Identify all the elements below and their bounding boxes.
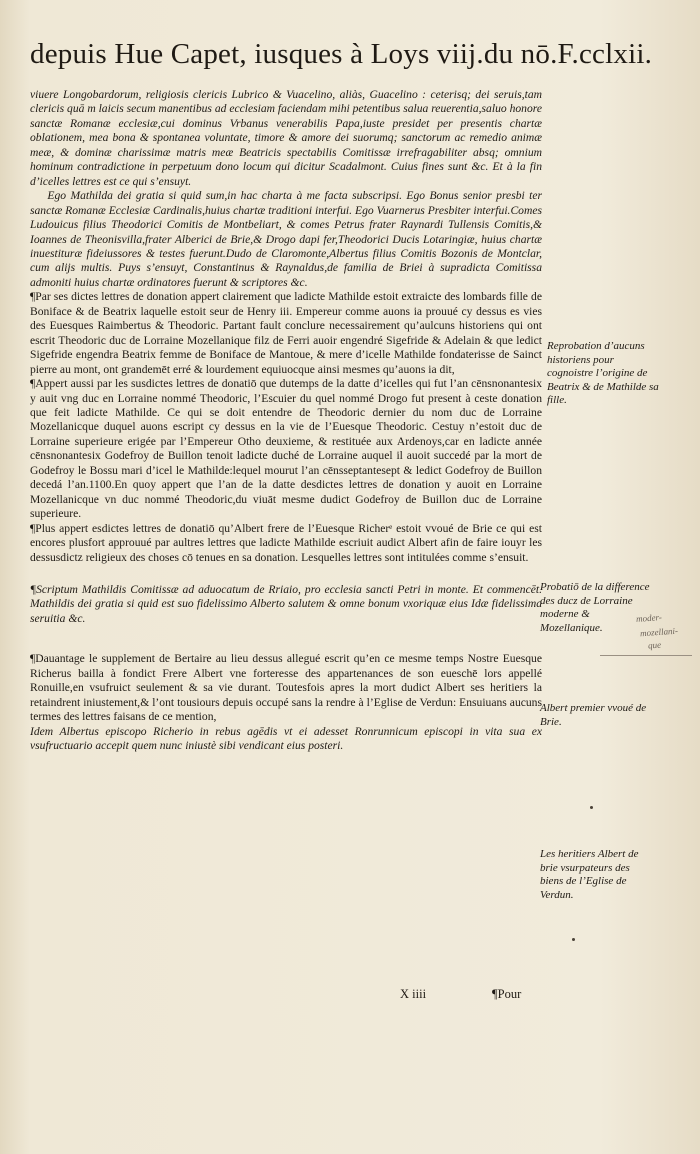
paragraph-dauantage: ¶Dauantage le supplement de Bertaire au lieu dessus allegué escrit qu’en ce mesme temps Nostre Euesque Richerus bailla à fondict Frere Albert vne forteresse des appartenances de son eueschē lors appellé Ronuille,en vsufruict seulement & sa vie durant. Toutesfois apres la mort dudict Albert ses heritiers la retaindrent iniustement,& l’ont tousiours depuis occupé sans la rendre à l’Eglise de Verdun: Ensuiuans aucuns termes des lettres faisans de ce mention, [30,652,542,724]
paragraph-reprobation: ¶Par ses dictes lettres de donation appert clairement que ladicte Mathilde estoit extraicte des lombards fille de Boniface & de Beatrix laquelle estoit seur de Henry iii. Empereur comme auons ia prouué cy dessus es vies des Euesques Raimbertus & Theodoric. Partant fault conclure necessairement qu’aulcuns historiens qui ont escrit Theodoric duc de Lorraine Mozellanique filz de Ferri auoir engendré Sigefride & Adelain & que ledict Sigefride engendra Beatrix femme de Boniface de Mantoue, & mere d’icelle Mathilde fondaterisse de Sainct pierre au mont, ont grandemēt erré & lourdement equiuocque ainsi mesmes qu’auons ia dit, [30,290,542,376]
running-title: depuis Hue Capet, iusques à Loys viij.du nō.F.cclxii. [30,38,653,70]
latin-charter-excerpt: viuere Longobardorum, religiosis clericis Lubrico & Vuacelino, aliàs, Guacelino : ceterisq; dei seruis,tam clericis quā m laicis secum manentibus ad ecclesiam faciendam mihi petentibus salua reuerentia,saluo honore sanctæ Romanæ ecclesiæ,cui dominus Vrbanus venerabilis Papa,iuste presidet per presentis chartæ oblationem, mea bona & spontanea voluntate, timore & amore dei suorumq; sanctorum ac remedio animæ meæ, & dominæ charissimæ matris meæ Beatricis spectabilis Comitissæ irrefragabiliter absq; omnium hominum contradictione in perpetuum dono locum qui dicitur Scadalmont. Cuius fines sunt &c. Et à la fin d’icelles lettres est ce qui s’ensuyt. [30,88,542,188]
margin-note-heritiers: Les heritiers Albert de brie vsurpateurs des biens de l’Eglise de Verdun. [540,848,639,901]
main-text-column [30,88,542,753]
signature-mark: X iiii [400,987,427,1001]
spacer [30,626,542,652]
paragraph-appert: ¶Appert aussi par les susdictes lettres de donatiō que dutemps de la datte d’icelles qui fut l’an cēnsnonantesix y auit vng duc en Lorraine nommé Theodoric, l’Escuier du quel nommé Drogo fut present à ceste donation que feit ladicte Mathilde. Ce qui se doit entendre de Theodoric dernier du nom duc de Lorraine Mozellanicque duquel auons escript cy dessus en la vie de l’Euesque Theodoric. Cestuy n’estoit duc de Lorraine superieure erigée par l’Empereur Otho deuxieme, & restituée aux Ardenoys,car en ladicte année cēnsnonantesix Godefroy de Buillon tenoit ladicte duché de Lorraine auquel il auoit succedé par la mort de Godefroy le Bossu mari d’icel le Mathilde:lequel mourut l’an cēnsseptantesept & ledict Godefroy de Buillon decedá l’an.1100.En quoy appert que l’an de la datte desdictes lettres de donation y auoit en Lorraine Mozellanicque vn duc nommé Theodoric,du viuāt mesme dudict Godefroy de Buillon duc de Lorraine superieure. [30,377,542,521]
ink-speck [572,938,575,941]
handwritten-note: mozellani- [639,625,679,639]
latin-witness-list: Ego Mathilda dei gratia si quid sum,in hac charta à me facta subscripsi. Ego Bonus senior presbi ter sanctæ Romanæ Ecclesiæ Cardinalis,huius chartæ traditioni interfui. Ego Vuarnerus Presbiter interfui.Comes Ludouicus filius Theodorici Comitis de Montbeliart, & comes Petrus frater Raynardi Tullensis Comitis,& Ioannes de Theonisvilla,frater Alberici de Brie,& Drogo dapi fer,Theodorici Ducis Lotaringiæ, huius chartæ inuestituræ fideiussores & testes fuerunt.Dudo de Claromonte,Albertus filius Comitis Bozonis de Montclar, cum alijs multis. Puys s’ensuyt, Constantinus & Raynaldus,de familia de Briei à supradicta Comitissa admoniti huius chartæ ordinatores fuerunt & scriptores &c. [30,189,542,289]
catchword: ¶Pour [492,987,522,1001]
latin-idem: Idem Albertus episcopo Richerio in rebus agēdis vt ei adesset Ronrunnicum episcopi in vita sua ex vsufructuario accepit quem nunc iniustè sibi vendicant eius posteri. [30,724,542,753]
paragraph-albert: ¶Plus appert esdictes lettres de donatiō qu’Albert frere de l’Euesque Richerᵉ estoit vvoué de Brie ce qui est encores plusfort approuué par aultres lettres que ladicte Mathilde escriuit audict Albert afin de faire iouyr les dessusdictz religieux des choses cō tenues en sa donation. Lesquelles lettres sont intitulées comme s’ensuit. [30,521,542,564]
handwritten-note: moder- [635,612,663,624]
latin-scriptum: ¶Scriptum Mathildis Comitissæ ad aduocatum de Rriaio, pro ecclesia sancti Petri in monte. Et commencēt. Mathildis dei gratia si quid est suo fidelissimo Alberto salutem & omne bonum vxoriquæ eius Idæ fidelissima seruitia &c. [30,582,542,625]
margin-note-reprobation: Reprobation d’aucuns historiens pour cognoistre l’origine de Beatrix & de Mathilde sa fille. [547,340,659,406]
handwritten-rule [600,655,692,656]
handwritten-note: que [647,639,662,651]
spacer [30,565,542,583]
margin-note-albert: Albert premier vvoué de Brie. [540,702,647,728]
margin-note-probation: Probatiō de la difference des ducz de Lorraine moderne & Mozellanique. [540,581,650,634]
ink-speck [590,806,593,809]
